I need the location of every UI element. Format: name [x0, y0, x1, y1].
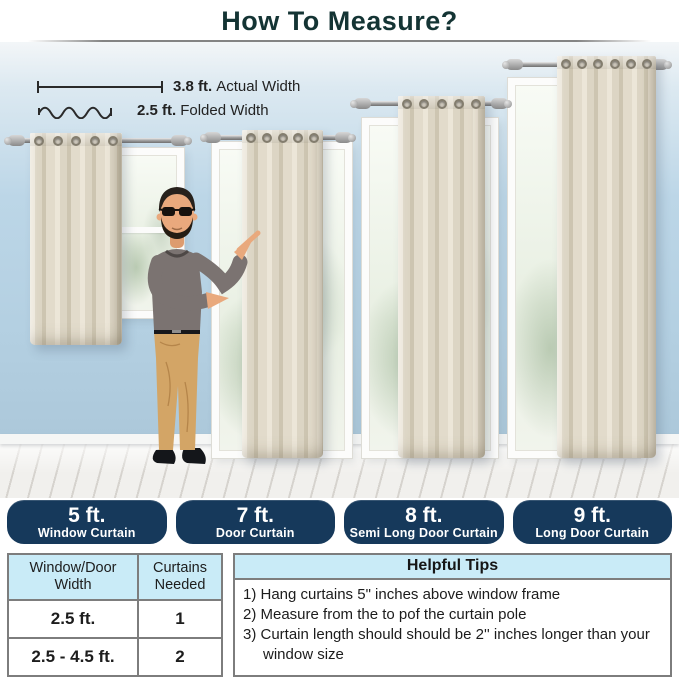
- column-header-width: Window/Door Width: [8, 554, 138, 600]
- grommet-icon: [262, 133, 272, 143]
- rod-finial-icon: [204, 132, 221, 143]
- grommet-icon: [309, 133, 319, 143]
- grommet-icon: [278, 133, 288, 143]
- banner-8ft-semi-long-door-curtain: [344, 500, 504, 544]
- bottom-section: [0, 553, 679, 677]
- banner-label: Long Door Curtain: [535, 525, 650, 540]
- grommet-row: [561, 59, 652, 69]
- grommet-icon: [402, 99, 412, 109]
- sizing-table: [7, 553, 223, 677]
- curtain-9ft: [557, 56, 656, 458]
- column-header-curtains: Curtains Needed: [138, 554, 222, 600]
- rod-finial-icon: [354, 98, 371, 109]
- grommet-icon: [577, 59, 587, 69]
- helpful-tips-list: [235, 580, 670, 669]
- helpful-tips-box: [233, 553, 672, 677]
- grommet-icon: [593, 59, 603, 69]
- grommet-row: [402, 99, 481, 109]
- banner-label: Semi Long Door Curtain: [349, 525, 498, 540]
- grommet-icon: [437, 99, 447, 109]
- tip-item: 2) Measure from the to pof the curtain pole: [243, 606, 527, 624]
- table-header-row: [8, 554, 222, 600]
- page-title: How To Measure?: [221, 5, 458, 36]
- grommet-icon: [626, 59, 636, 69]
- table-row: [8, 638, 222, 676]
- grommet-icon: [419, 99, 429, 109]
- actual-width-text: [173, 78, 300, 95]
- rod-finial-icon: [171, 135, 188, 146]
- measure-line-icon: [36, 80, 164, 94]
- grommet-icon: [293, 133, 303, 143]
- banner-7ft-door-curtain: [176, 500, 336, 544]
- grommet-row: [246, 133, 319, 143]
- grommet-icon: [246, 133, 256, 143]
- actual-width-annotation: [36, 78, 300, 95]
- grommet-icon: [71, 136, 81, 146]
- cell-width: 2.5 ft.: [8, 600, 138, 638]
- banner-5ft-window-curtain: [7, 500, 167, 544]
- banner-size: 8 ft.: [405, 503, 443, 527]
- table-row: [8, 600, 222, 638]
- curtain-5ft: [30, 133, 122, 345]
- grommet-icon: [454, 99, 464, 109]
- helpful-tips-title: Helpful Tips: [235, 555, 670, 580]
- wavy-line-icon: [36, 103, 128, 119]
- grommet-icon: [642, 59, 652, 69]
- banner-size: 5 ft.: [68, 503, 106, 527]
- measurement-annotations: [36, 78, 300, 119]
- grommet-icon: [34, 136, 44, 146]
- cell-curtains: 2: [138, 638, 222, 676]
- tip-item: 1) Hang curtains 5" inches above window frame: [243, 586, 561, 603]
- grommet-icon: [53, 136, 63, 146]
- folded-width-value: 2.5 ft.: [137, 102, 177, 119]
- actual-width-value: 3.8 ft.: [173, 78, 213, 95]
- banner-size: 9 ft.: [573, 503, 611, 527]
- tip-item: 3) Curtain length should should be 2'' inches longer than your window size: [243, 626, 650, 664]
- rod-finial-icon: [491, 98, 508, 109]
- folded-width-text: [137, 102, 269, 119]
- folded-width-label: Folded Width: [180, 102, 269, 119]
- grommet-icon: [561, 59, 571, 69]
- grommet-icon: [90, 136, 100, 146]
- grommet-row: [34, 136, 118, 146]
- banner-label: Window Curtain: [37, 525, 136, 540]
- rod-finial-icon: [506, 59, 523, 70]
- curtain-8ft: [398, 96, 485, 458]
- folded-width-annotation: [36, 102, 300, 119]
- cell-width: 2.5 - 4.5 ft.: [8, 638, 138, 676]
- actual-width-label: Actual Width: [216, 78, 301, 95]
- rod-finial-icon: [8, 135, 25, 146]
- grommet-icon: [471, 99, 481, 109]
- banner-9ft-long-door-curtain: [513, 500, 673, 544]
- grommet-icon: [610, 59, 620, 69]
- header: [0, 0, 679, 42]
- size-banners: [0, 500, 679, 544]
- banner-label: Door Curtain: [215, 525, 295, 540]
- man-illustration: [126, 180, 264, 474]
- rod-finial-icon: [335, 132, 352, 143]
- cell-curtains: 1: [138, 600, 222, 638]
- grommet-icon: [108, 136, 118, 146]
- room-scene: [0, 42, 679, 498]
- banner-size: 7 ft.: [236, 503, 274, 527]
